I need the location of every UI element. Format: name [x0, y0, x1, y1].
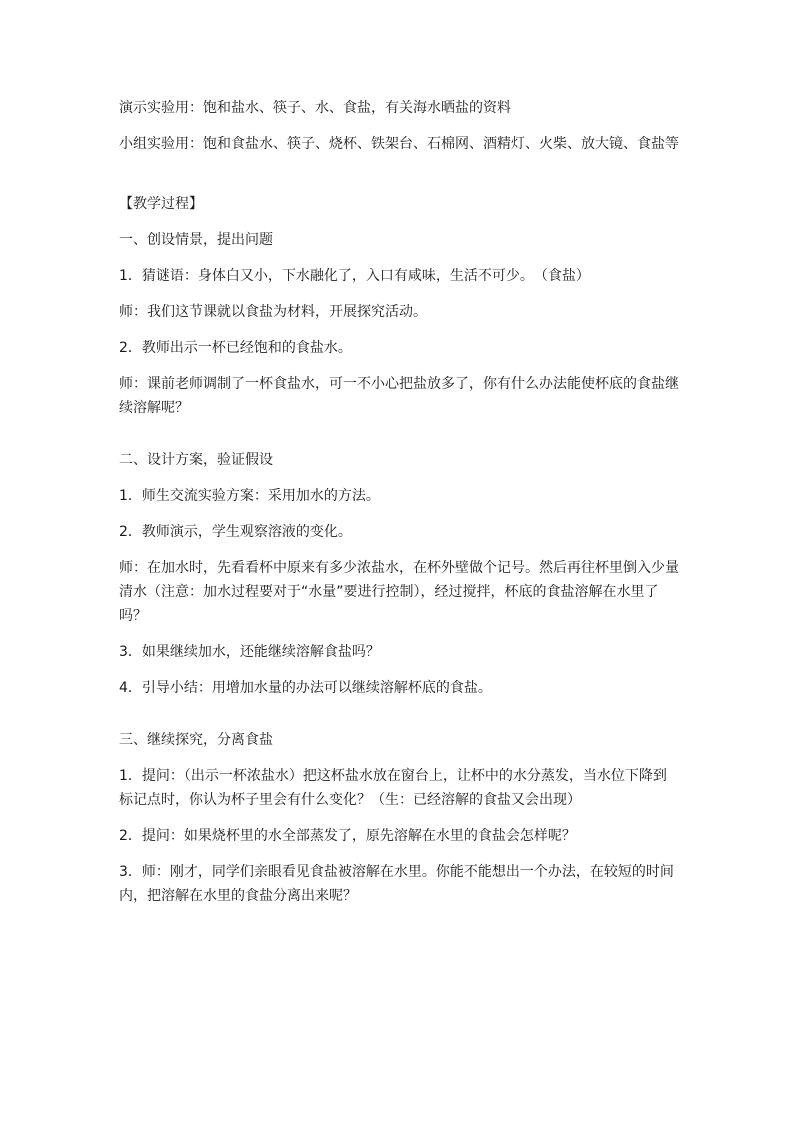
section-3-item-1: 1．提问：（出示一杯浓盐水）把这杯盐水放在窗台上，让杯中的水分蒸发，当水位下降到标记点时，你认为杯子里会有什么变化？（生：已经溶解的食盐又会出现） [119, 768, 667, 808]
section-2-item-3: 师：在加水时，先看看杯中原来有多少浓盐水，在杯外壁做个记号。然后再往杯里倒入少量清水（注意：加水过程要对于“水量”要进行控制），经过搅拌，杯底的食盐溶解在水里了吗？ [119, 560, 679, 624]
section-2-item-2: 2．教师演示，学生观察溶液的变化。 [119, 524, 352, 540]
section-2-item-1: 1．师生交流实验方案：采用加水的方法。 [119, 488, 380, 504]
section-3-title: 三、继续探究，分离食盐 [119, 732, 273, 748]
section-1-title: 一、创设情景，提出问题 [119, 232, 273, 248]
section-3-item-2: 2．提问：如果烧杯里的水全部蒸发了，原先溶解在水里的食盐会怎样呢？ [119, 828, 576, 844]
section-3-item-3: 3．师：刚才，同学们亲眼看见食盐被溶解在水里。你能不能想出一个办法，在较短的时间内，把溶解在水里的食盐分离出来呢？ [119, 864, 674, 904]
section-1-item-2: 师：我们这节课就以食盐为材料，开展探究活动。 [119, 304, 427, 320]
section-2-title: 二、设计方案，验证假设 [119, 452, 273, 468]
section-2-item-5: 4．引导小结：用增加水量的办法可以继续溶解杯底的食盐。 [119, 680, 492, 696]
materials-demo: 演示实验用：饱和盐水、筷子、水、食盐，有关海水晒盐的资料 [119, 100, 511, 116]
materials-group: 小组实验用：饱和食盐水、筷子、烧杯、铁架台、石棉网、酒精灯、火柴、放大镜、食盐等 [119, 136, 679, 152]
process-heading: 【教学过程】 [119, 196, 203, 212]
section-1-item-3: 2．教师出示一杯已经饱和的食盐水。 [119, 340, 352, 356]
section-1-item-4: 师：课前老师调制了一杯食盐水，可一不小心把盐放多了，你有什么办法能使杯底的食盐继续溶解呢？ [119, 376, 679, 416]
section-2-item-4: 3．如果继续加水，还能继续溶解食盐吗？ [119, 644, 380, 660]
document-content [119, 96, 679, 920]
section-1-item-1: 1．猜谜语：身体白又小，下水融化了，入口有咸味，生活不可少。 （食盐） [119, 268, 590, 284]
